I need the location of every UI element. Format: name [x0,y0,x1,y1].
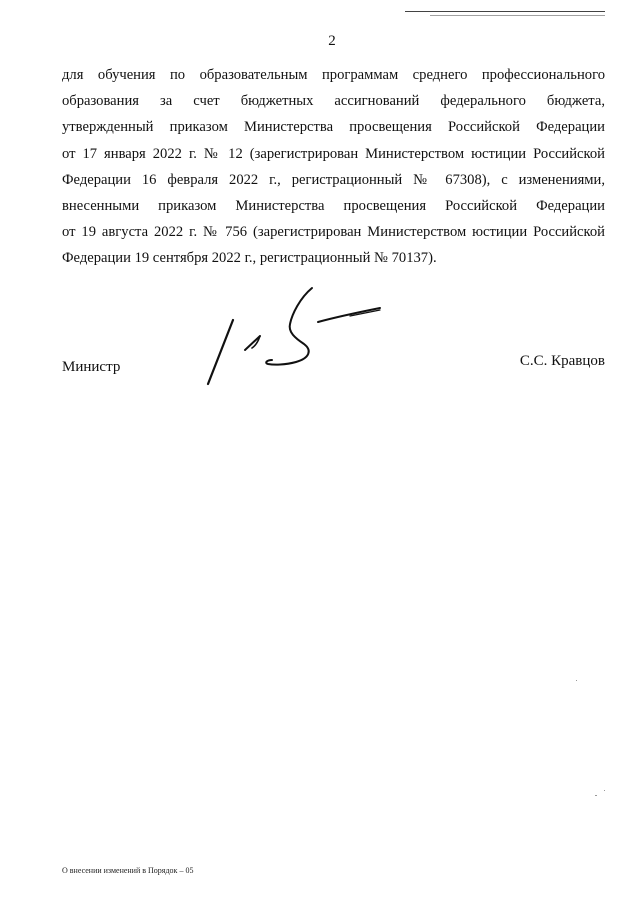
scan-speck [576,680,577,681]
scan-speck [595,795,597,796]
body-line: Федерации 16 февраля 2022 г., регистрационный № 67308), с изменениями, [62,171,605,188]
body-line: утвержденный приказом Министерства просвещения Российской Федерации [62,119,605,136]
body-line: для обучения по образовательным программам среднего профессионального [62,67,605,83]
scan-artifact-line [430,15,605,16]
scan-speck [604,790,605,791]
handwritten-signature [200,280,390,390]
page-number: 2 [328,33,336,49]
signer-name: С.С. Кравцов [519,353,605,369]
position-label: Министр [62,359,121,375]
body-line: внесенными приказом Министерства просвещения Российской Федерации [62,197,605,214]
body-line: от 17 января 2022 г. № 12 (зарегистрирован Министерством юстиции Российской [62,145,605,162]
scan-artifact-line [405,11,605,12]
footer-note: О внесении изменений в Порядок – 05 [62,866,194,875]
body-paragraph [62,62,605,272]
body-line: от 19 августа 2022 г. № 756 (зарегистрирован Министерством юстиции Российской [62,224,605,241]
body-line: Федерации 19 сентября 2022 г., регистрационный № 70137). [62,250,437,267]
body-line: образования за счет бюджетных ассигнований федерального бюджета, [62,93,605,110]
